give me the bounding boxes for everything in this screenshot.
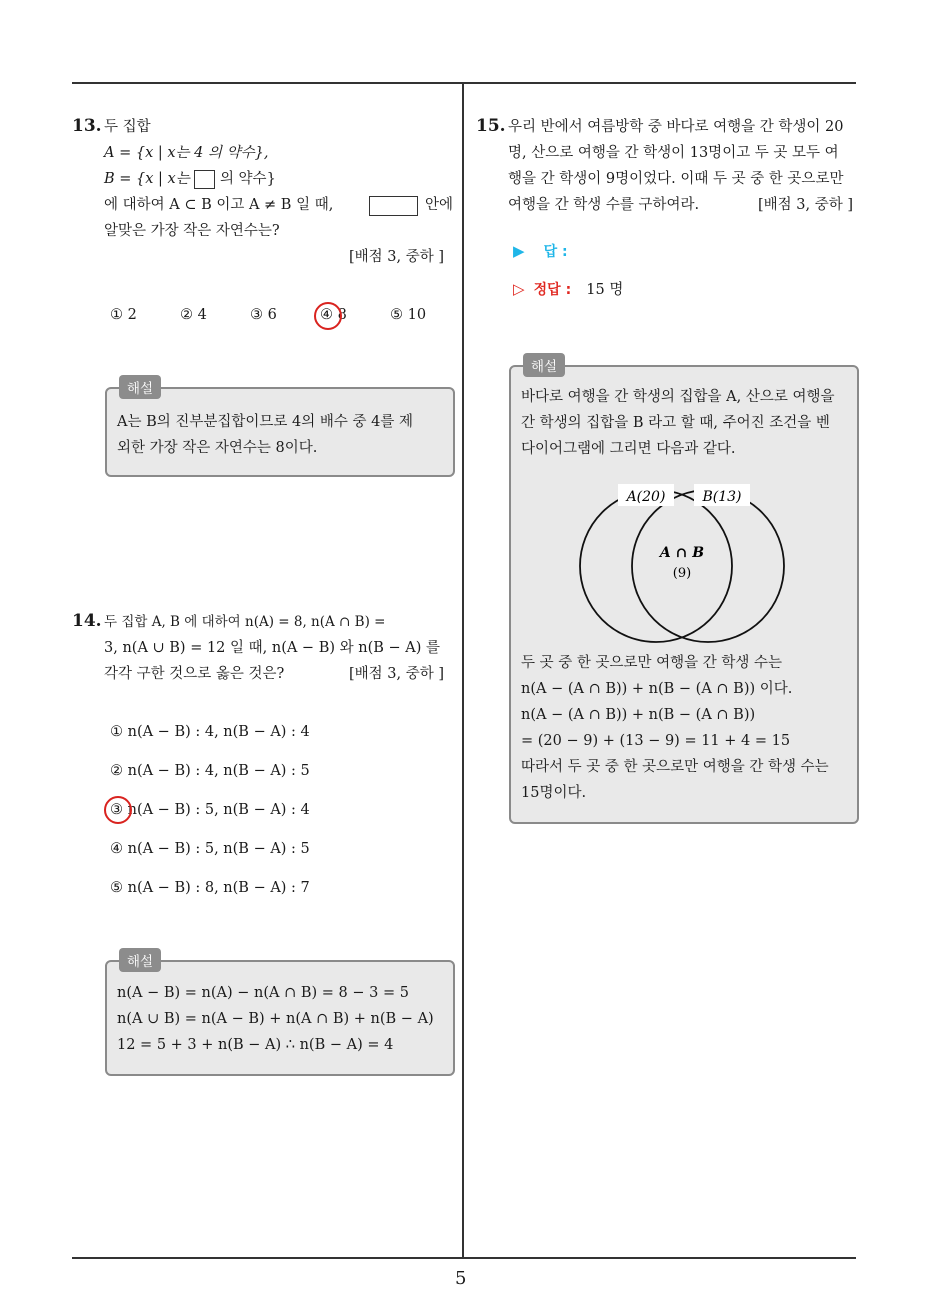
q15-points: [배점 3, 중하 ] bbox=[758, 197, 854, 213]
q14-choice-3[interactable]: ③ n(A − B) : 5, n(B − A) : 4 bbox=[110, 802, 310, 818]
q14-line-2: 3, n(A ∪ B) = 12 일 때, n(A − B) 와 n(B − A) 를 bbox=[104, 640, 440, 656]
q14-choice-1[interactable]: ① n(A − B) : 4, n(B − A) : 4 bbox=[110, 724, 310, 740]
q15-explain-bottom-2: n(A − (A ∩ B)) + n(B − (A ∩ B)) 이다. bbox=[521, 681, 793, 697]
q14-choice-4[interactable]: ④ n(A − B) : 5, n(B − A) : 5 bbox=[110, 841, 310, 857]
q13-choice-3[interactable]: ③ 6 bbox=[250, 307, 277, 323]
q14-answer-mark bbox=[104, 796, 132, 824]
q15-explain-top-2: 간 학생의 집합을 B 라고 할 때, 주어진 조건을 벤 bbox=[521, 415, 830, 431]
q14-explain-line-3: 12 = 5 + 3 + n(B − A) ∴ n(B − A) = 4 bbox=[117, 1037, 394, 1053]
venn-diagram bbox=[560, 478, 810, 648]
q15-line-2: 명, 산으로 여행을 간 학생이 13명이고 두 곳 모두 여 bbox=[508, 145, 839, 161]
q13-explain-tag: 해설 bbox=[119, 375, 161, 399]
q13-choice-4[interactable]: ④ 8 bbox=[320, 307, 347, 323]
q15-explain-bottom-5: 따라서 두 곳 중 한 곳으로만 여행을 간 학생 수는 bbox=[521, 759, 829, 775]
q14-line-1: 두 집합 A, B 에 대하여 n(A) = 8, n(A ∩ B) = bbox=[104, 614, 386, 630]
q13-answer-mark bbox=[314, 302, 342, 330]
q15-explain-top-1: 바다로 여행을 간 학생의 집합을 A, 산으로 여행을 bbox=[521, 389, 835, 405]
q15-explain-bottom-1: 두 곳 중 한 곳으로만 여행을 간 학생 수는 bbox=[521, 655, 782, 671]
venn-label-a: A(20) bbox=[626, 489, 666, 505]
venn-circle-b bbox=[632, 490, 784, 642]
q15-explain-bottom-3: n(A − (A ∩ B)) + n(B − (A ∩ B)) bbox=[521, 707, 756, 723]
venn-label-ab-value: (9) bbox=[672, 566, 692, 581]
q13-explain-line-1: A는 B의 진부분집합이므로 4의 배수 중 4를 제 bbox=[117, 414, 413, 430]
q13-choice-2[interactable]: ② 4 bbox=[180, 307, 207, 323]
outline-arrow-icon: ▷ bbox=[513, 280, 525, 298]
q15-correct-row bbox=[513, 278, 623, 299]
q13-choice-5[interactable]: ⑤ 10 bbox=[390, 307, 427, 323]
q14-explain-line-1: n(A − B) = n(A) − n(A ∩ B) = 8 − 3 = 5 bbox=[117, 985, 409, 1001]
bottom-rule bbox=[72, 1257, 856, 1259]
q13-blank-small bbox=[194, 170, 215, 189]
q13-line-2: A = {x | x는 4 의 약수}, bbox=[104, 145, 269, 161]
q14-explain-tag: 해설 bbox=[119, 948, 161, 972]
q15-explain-bottom-6: 15명이다. bbox=[521, 785, 587, 801]
venn-label-ab: A ∩ B bbox=[659, 545, 705, 561]
q13-line-4: 에 대하여 A ⊂ B 이고 A ≠ B 일 때, bbox=[104, 197, 334, 213]
q15-line-4: 여행을 간 학생 수를 구하여라. bbox=[508, 197, 700, 213]
q15-answer-row[interactable] bbox=[513, 241, 568, 261]
q15-line-3: 행을 간 학생이 9명이었다. 이때 두 곳 중 한 곳으로만 bbox=[508, 171, 844, 187]
q13-points: [배점 3, 중하 ] bbox=[349, 249, 445, 265]
column-divider bbox=[462, 83, 464, 1258]
play-arrow-icon: ▶ bbox=[513, 242, 525, 260]
q13-number: 13. bbox=[72, 116, 102, 136]
q13-blank-large bbox=[369, 196, 418, 216]
page-number: 5 bbox=[455, 1268, 467, 1289]
q15-explain-bottom-4: = (20 − 9) + (13 − 9) = 11 + 4 = 15 bbox=[521, 733, 791, 749]
q13-line-5: 안에 bbox=[425, 197, 454, 213]
q15-explain-tag: 해설 bbox=[523, 353, 565, 377]
q13-explain-line-2: 외한 가장 작은 자연수는 8이다. bbox=[117, 440, 318, 456]
q14-choice-2[interactable]: ② n(A − B) : 4, n(B − A) : 5 bbox=[110, 763, 310, 779]
q13-line-6: 알맞은 가장 작은 자연수는? bbox=[104, 223, 280, 239]
q13-line-3a: B = {x | x는 bbox=[104, 171, 190, 187]
q14-explain-line-2: n(A ∪ B) = n(A − B) + n(A ∩ B) + n(B − A) bbox=[117, 1011, 434, 1027]
q14-number: 14. bbox=[72, 611, 102, 631]
q15-answer-label: 답 : bbox=[543, 244, 568, 260]
q14-choice-5[interactable]: ⑤ n(A − B) : 8, n(B − A) : 7 bbox=[110, 880, 310, 896]
q15-correct-label: 정답 : bbox=[533, 282, 572, 298]
q15-number: 15. bbox=[476, 116, 506, 136]
q14-points: [배점 3, 중하 ] bbox=[349, 666, 445, 682]
q15-correct-value: 15 명 bbox=[586, 282, 624, 298]
top-rule bbox=[72, 82, 856, 84]
q13-line-3b: 의 약수} bbox=[219, 171, 276, 187]
q13-line-1: 두 집합 bbox=[104, 119, 151, 135]
q13-line-3 bbox=[104, 166, 276, 192]
venn-label-b: B(13) bbox=[702, 489, 742, 505]
venn-circle-a bbox=[580, 490, 732, 642]
q14-line-3: 각각 구한 것으로 옳은 것은? bbox=[104, 666, 285, 682]
q15-line-1: 우리 반에서 여름방학 중 바다로 여행을 간 학생이 20 bbox=[508, 119, 844, 135]
q15-explain-top-3: 다이어그램에 그리면 다음과 같다. bbox=[521, 441, 736, 457]
q13-choice-1[interactable]: ① 2 bbox=[110, 307, 137, 323]
